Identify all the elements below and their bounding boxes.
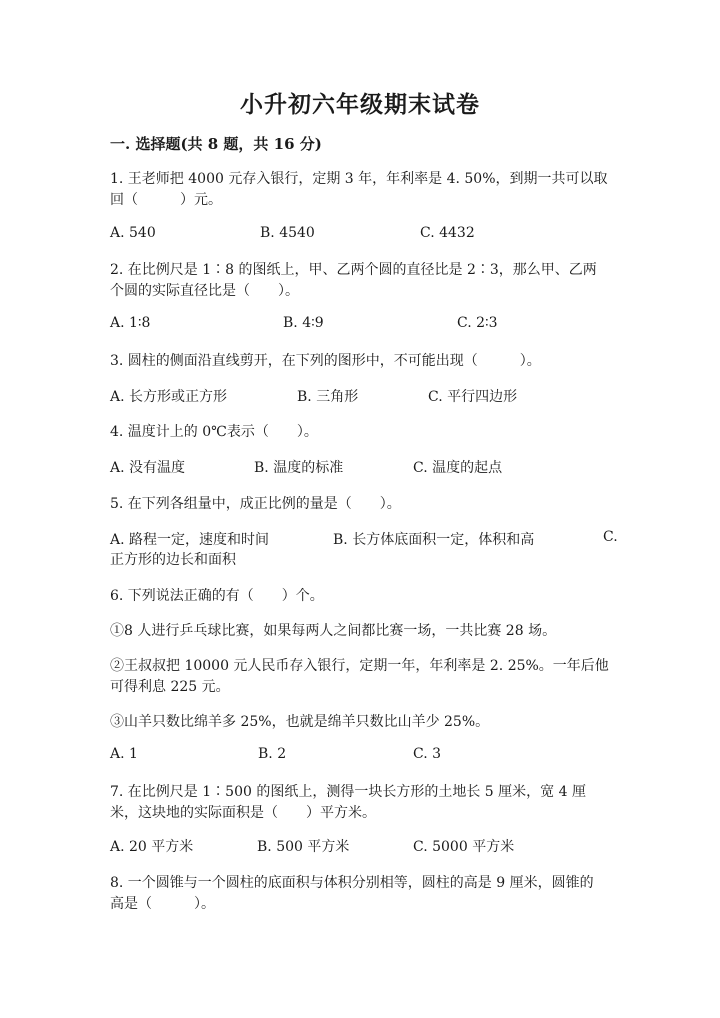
- question-3-option-a: A. 长方形或正方形: [110, 389, 228, 405]
- question-7-option-a: A. 20 平方米: [110, 839, 194, 855]
- question-1-option-a: A. 540: [110, 225, 156, 241]
- question-6-option-a: A. 1: [110, 746, 138, 762]
- question-6-text: 6. 下列说法正确的有（ ）个。: [110, 588, 324, 604]
- question-6-option-b: B. 2: [258, 746, 287, 762]
- question-8-text: 8. 一个圆锥与一个圆柱的底面积与体积分别相等，圆柱的高是 9 厘米，圆锥的: [110, 875, 594, 891]
- question-6-statement-2: ②王叔叔把 10000 元人民币存入银行，定期一年，年利率是 2. 25%。一年后他: [110, 658, 609, 674]
- question-7-text: 7. 在比例尺是 1∶500 的图纸上，测得一块长方形的土地长 5 厘米，宽 4 厘: [110, 784, 586, 800]
- question-4-text: 4. 温度计上的 0℃表示（ ）。: [110, 424, 318, 440]
- question-5-option-a: A. 路程一定，速度和时间: [110, 532, 270, 548]
- question-6-statement-1: ①8 人进行乒乓球比赛，如果每两人之间都比赛一场，一共比赛 28 场。: [110, 623, 557, 639]
- question-4-option-c: C. 温度的起点: [413, 460, 503, 476]
- question-2-option-a: A. 1∶8: [110, 315, 151, 331]
- question-2-text: 2. 在比例尺是 1∶8 的图纸上，甲、乙两个圆的直径比是 2∶3，那么甲、乙两: [110, 262, 597, 278]
- question-1-option-b: B. 4540: [260, 225, 315, 241]
- question-5-option-c-text: 正方形的边长和面积: [110, 552, 236, 568]
- question-6-option-c: C. 3: [413, 746, 442, 762]
- page-title: 小升初六年级期末试卷: [240, 91, 480, 118]
- question-7-option-b: B. 500 平方米: [257, 839, 350, 855]
- question-3-text: 3. 圆柱的侧面沿直线剪开，在下列的图形中，不可能出现（ ）。: [110, 353, 541, 369]
- question-1-text: 1. 王老师把 4000 元存入银行，定期 3 年，年利率是 4. 50%，到期一共可以取: [110, 171, 608, 187]
- question-7-option-c: C. 5000 平方米: [413, 839, 515, 855]
- question-5-option-b: B. 长方体底面积一定，体积和高: [333, 532, 535, 548]
- question-2-option-b: B. 4∶9: [283, 315, 324, 331]
- question-5-text: 5. 在下列各组量中，成正比例的量是（ ）。: [110, 496, 401, 512]
- question-6-statement-2-cont: 可得利息 225 元。: [110, 679, 230, 695]
- question-5-option-c-label: C.: [603, 529, 618, 545]
- question-6-statement-3: ③山羊只数比绵羊多 25%，也就是绵羊只数比山羊少 25%。: [110, 714, 490, 730]
- question-1-option-c: C. 4432: [420, 225, 475, 241]
- question-1-text-cont: 回（ ）元。: [110, 192, 222, 208]
- question-7-text-cont: 米，这块地的实际面积是（ ）平方米。: [110, 805, 376, 821]
- question-2-option-c: C. 2∶3: [457, 315, 498, 331]
- question-4-option-a: A. 没有温度: [110, 460, 186, 476]
- section-heading: 一. 选择题(共 8 题，共 16 分): [110, 135, 322, 153]
- question-8-text-cont: 高是（ ）。: [110, 896, 215, 912]
- question-2-text-cont: 个圆的实际直径比是（ ）。: [110, 283, 299, 299]
- question-3-option-c: C. 平行四边形: [428, 389, 518, 405]
- question-4-option-b: B. 温度的标准: [254, 460, 344, 476]
- question-3-option-b: B. 三角形: [297, 389, 359, 405]
